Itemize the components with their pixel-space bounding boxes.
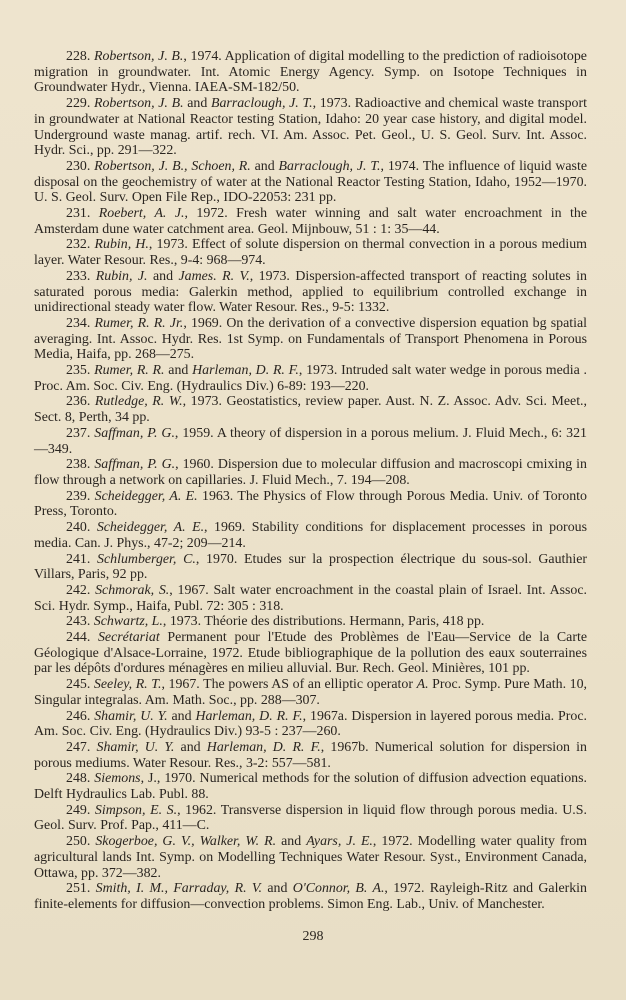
reference-number: 245. bbox=[66, 677, 91, 693]
reference-entry bbox=[34, 159, 587, 206]
reference-author: Rutledge, R. W. bbox=[94, 394, 183, 410]
reference-author: Rumer, R. R. Jr. bbox=[94, 315, 184, 331]
reference-number: 232. bbox=[66, 237, 91, 253]
reference-list bbox=[34, 49, 587, 913]
reference-author: Harleman, D. R. F. bbox=[192, 363, 299, 379]
reference-author: Shamir, U. Y. bbox=[96, 739, 175, 755]
reference-entry bbox=[34, 363, 587, 394]
reference-text: , 1972. Rayleigh-Ritz and Galerkin finite-elements for diffusion—convection problems. Simon Eng. Lab., Univ. of Manchester. bbox=[34, 881, 587, 912]
reference-author: Siemons bbox=[94, 771, 141, 787]
reference-text: , 1973. Radioactive and chemical waste transport in groundwater at National Reactor testing Station, Idaho: 20 year case history, and digital model. Underground waste manag. artif. rech. VI. Am. Assoc. Pet. Geol., U. S. Geol. Surv. Int. Assoc. Hydr. Sci., pp. 291—322. bbox=[34, 96, 587, 159]
reference-entry bbox=[34, 740, 587, 771]
reference-number: 250. bbox=[66, 834, 91, 850]
reference-number: 242. bbox=[66, 582, 91, 598]
reference-number: 240. bbox=[66, 520, 91, 536]
reference-author: Skogerboe, G. V., Walker, W. R. bbox=[95, 834, 277, 850]
reference-entry bbox=[34, 206, 587, 237]
reference-number: 229. bbox=[66, 96, 91, 112]
reference-author: Scheidegger, A. E. bbox=[96, 520, 205, 536]
reference-number: 247. bbox=[66, 739, 91, 755]
reference-author: Robertson, J. B. bbox=[93, 49, 184, 64]
reference-text: and bbox=[167, 708, 196, 724]
reference-entry bbox=[34, 614, 587, 630]
page-number: 298 bbox=[302, 929, 324, 944]
reference-text: and bbox=[147, 268, 179, 284]
reference-text: , 1972. Fresh water winning and salt water encroachment in the Amsterdam dune water catchment area. Geol. Mijnbouw, 51 : 1: 35—44. bbox=[34, 206, 587, 237]
reference-number: 244. bbox=[66, 630, 91, 646]
reference-author: Shamir, U. Y. bbox=[94, 708, 168, 724]
reference-author: Rubin, J. bbox=[95, 268, 148, 284]
reference-number: 238. bbox=[66, 457, 91, 473]
reference-entry bbox=[34, 630, 587, 677]
reference-entry bbox=[34, 269, 587, 316]
reference-number: 251. bbox=[66, 881, 91, 897]
reference-entry bbox=[34, 457, 587, 488]
reference-text: , 1974. The influence of liquid waste disposal on the geochemistry of water at the National Reactor Testing Station, Idaho, 1952—1970. U. S. Geol. Surv. Open File Rep., IDO-22053: 231 pp. bbox=[34, 158, 587, 206]
reference-author: Simpson, E. S. bbox=[94, 802, 178, 818]
reference-text: Proc. Symp. Pure Math. 10, Singular integralas. Am. Math. Soc., pp. 288—307. bbox=[34, 677, 588, 708]
reference-number: 228. bbox=[66, 49, 91, 64]
reference-text: , 1969. Stability conditions for displacement processes in porous media. Can. J. Phys., 47-2; 209—214. bbox=[34, 520, 587, 551]
reference-author: Barraclough, J. T. bbox=[210, 96, 313, 112]
reference-text: , 1967b. Numerical solution for dispersion in porous mediums. Water Resour. Res., 3-2: 557—581. bbox=[34, 739, 587, 771]
reference-entry bbox=[34, 237, 587, 268]
reference-text: , 1967a. Dispersion in layered porous media. Proc. Am. Soc. Civ. Eng. (Hydraulics Div.) 93-5 : 237—260. bbox=[34, 708, 587, 740]
reference-number: 246. bbox=[66, 708, 91, 724]
reference-entry bbox=[34, 49, 587, 96]
reference-text: , 1969. On the derivation of a convective dispersion equation bg spatial averaging. Int. Assoc. Hydr. Res. 1st Symp. on Fundamentals of Transport Phenomena in Porous Media, Haifa, pp. 268—275. bbox=[34, 315, 587, 363]
reference-text: and bbox=[250, 158, 279, 174]
reference-number: 235. bbox=[66, 363, 91, 379]
reference-author: Barraclough, J. T. bbox=[278, 158, 381, 174]
reference-text: , 1962. Transverse dispersion in liquid flow through porous media. U.S. Geol. Surv. Prof. Pap., 411—C. bbox=[34, 802, 587, 834]
reference-entry bbox=[34, 552, 587, 583]
reference-text: , 1973. Effect of solute dispersion on thermal convection in a porous medium layer. Water Resour. Res., 9-4: 968—974. bbox=[34, 237, 587, 269]
reference-text: , 1973. Théorie des distributions. Hermann, Paris, 418 pp. bbox=[162, 614, 485, 630]
reference-author: Schwartz, L. bbox=[93, 614, 163, 630]
reference-text: , 1974. Application of digital modelling to the prediction of radioisotope migration in groundwater. Int. Atomic Energy Agency. Symp. on Isotope Techniques in Groundwater Hydr., Vienna. IAEA-SM-182/50. bbox=[34, 49, 587, 96]
reference-text: , J., 1970. Numerical methods for the solution of diffusion advection equations. Delft Hydraulics Lab. Publ. 88. bbox=[34, 771, 587, 803]
reference-entry bbox=[34, 520, 587, 551]
reference-text: and bbox=[174, 739, 207, 755]
reference-author: Harleman, D. R. F. bbox=[195, 708, 303, 724]
reference-author: Saffman, P. G. bbox=[94, 425, 175, 441]
reference-text: 1963. The Physics of Flow through Porous Media. Univ. of Toronto Press, Toronto. bbox=[34, 488, 587, 520]
reference-number: 248. bbox=[66, 771, 91, 787]
reference-author: Robertson, J. B. bbox=[94, 96, 184, 112]
reference-author: O'Connor, B. A. bbox=[292, 881, 385, 897]
reference-number: 239. bbox=[66, 488, 91, 504]
reference-entry bbox=[34, 583, 587, 614]
reference-author: James. R. V. bbox=[178, 268, 250, 284]
reference-author: Saffman, P. G. bbox=[94, 457, 176, 473]
reference-entry bbox=[34, 771, 587, 802]
reference-author: Robertson, J. B., Schoen, R. bbox=[94, 158, 251, 174]
reference-text: and bbox=[164, 363, 193, 379]
reference-number: 236. bbox=[66, 394, 91, 410]
reference-entry bbox=[34, 709, 587, 740]
reference-author: Scheidegger, A. E. bbox=[94, 488, 198, 504]
reference-text: and bbox=[276, 834, 307, 850]
reference-text: , 1967. The powers AS of an elliptic operator bbox=[161, 677, 417, 693]
reference-text: Permanent pour l'Etude des Problèmes de l'Eau—Service de la Carte Géologique d'Alsace-Lorraine, 1972. Etude bibliographique de la pollution des eaux souterraines par les dépôts d'ordures ménagères en milieu alluvial. Bur. Rech. Geol. Minières, 101 pp. bbox=[34, 630, 587, 677]
reference-number: 233. bbox=[66, 268, 91, 284]
reference-text: , 1959. A theory of dispersion in a porous melium. J. Fluid Mech., 6: 321—349. bbox=[34, 425, 588, 457]
reference-author: Secrétariat bbox=[97, 630, 160, 646]
reference-author: Ayars, J. E. bbox=[306, 834, 373, 850]
reference-entry bbox=[34, 316, 587, 363]
reference-entry bbox=[34, 394, 587, 425]
reference-author: Rubin, H. bbox=[94, 237, 149, 253]
reference-text: , 1972. Modelling water quality from agricultural lands Int. Symp. on Modelling Techniques Water Resour. Syst., Environment Canada, Ottawa, pp. 372—382. bbox=[34, 834, 587, 881]
reference-number: 230. bbox=[66, 158, 91, 174]
reference-number: 243. bbox=[66, 614, 91, 630]
reference-author: Harleman, D. R. F. bbox=[206, 739, 321, 755]
reference-author: Rumer, R. R. bbox=[94, 363, 165, 379]
reference-author: Seeley, R. T. bbox=[93, 677, 162, 693]
reference-text: , 1973. Intruded salt water wedge in porous media . Proc. Am. Soc. Civ. Eng. (Hydraulics Div.) 6-89: 193—220. bbox=[34, 363, 587, 394]
reference-text: and bbox=[183, 96, 211, 112]
reference-number: 241. bbox=[66, 551, 91, 567]
reference-text: , 1970. Etudes sur la prospection électrique du sous-sol. Gauthier Villars, Paris, 92 pp. bbox=[34, 551, 587, 583]
reference-entry bbox=[34, 96, 587, 159]
reference-text: , 1967. Salt water encroachment in the coastal plain of Israel. Int. Assoc. Sci. Hydr. Symp., Haifa, Publ. 72: 305 : 318. bbox=[34, 582, 587, 614]
reference-text: , 1973. Dispersion-affected transport of reacting solutes in saturated porous media: Galerkin method, applied to equilibrium controlled exchange in unidirectional steady water flow. Water Resour. Res., 9-5: 1332. bbox=[34, 268, 587, 316]
reference-author: Roebert, A. J. bbox=[98, 206, 185, 222]
reference-number: 231. bbox=[66, 206, 91, 222]
reference-author: Schlumberger, C. bbox=[97, 551, 196, 567]
reference-entry bbox=[34, 881, 587, 912]
reference-entry bbox=[34, 803, 587, 834]
reference-author: Schmorak, S. bbox=[95, 582, 170, 598]
reference-number: 237. bbox=[66, 425, 91, 441]
reference-author: A. bbox=[416, 677, 429, 693]
reference-text: , 1973. Geostatistics, review paper. Aust. N. Z. Assoc. Adv. Sci. Meet., Sect. 8, Perth, 34 pp. bbox=[34, 394, 587, 426]
reference-author: Smith, I. M., Farraday, R. V. bbox=[95, 881, 263, 897]
reference-number: 249. bbox=[66, 802, 91, 818]
reference-entry bbox=[34, 426, 587, 457]
reference-entry bbox=[34, 834, 587, 881]
reference-entry bbox=[34, 489, 587, 520]
reference-entry bbox=[34, 677, 587, 708]
reference-text: and bbox=[262, 881, 293, 897]
reference-number: 234. bbox=[66, 315, 91, 331]
reference-text: , 1960. Dispersion due to molecular diffusion and macroscopi cmixing in flow through a network on capillaries. J. Fluid Mech., 7. 194—208. bbox=[34, 457, 587, 488]
